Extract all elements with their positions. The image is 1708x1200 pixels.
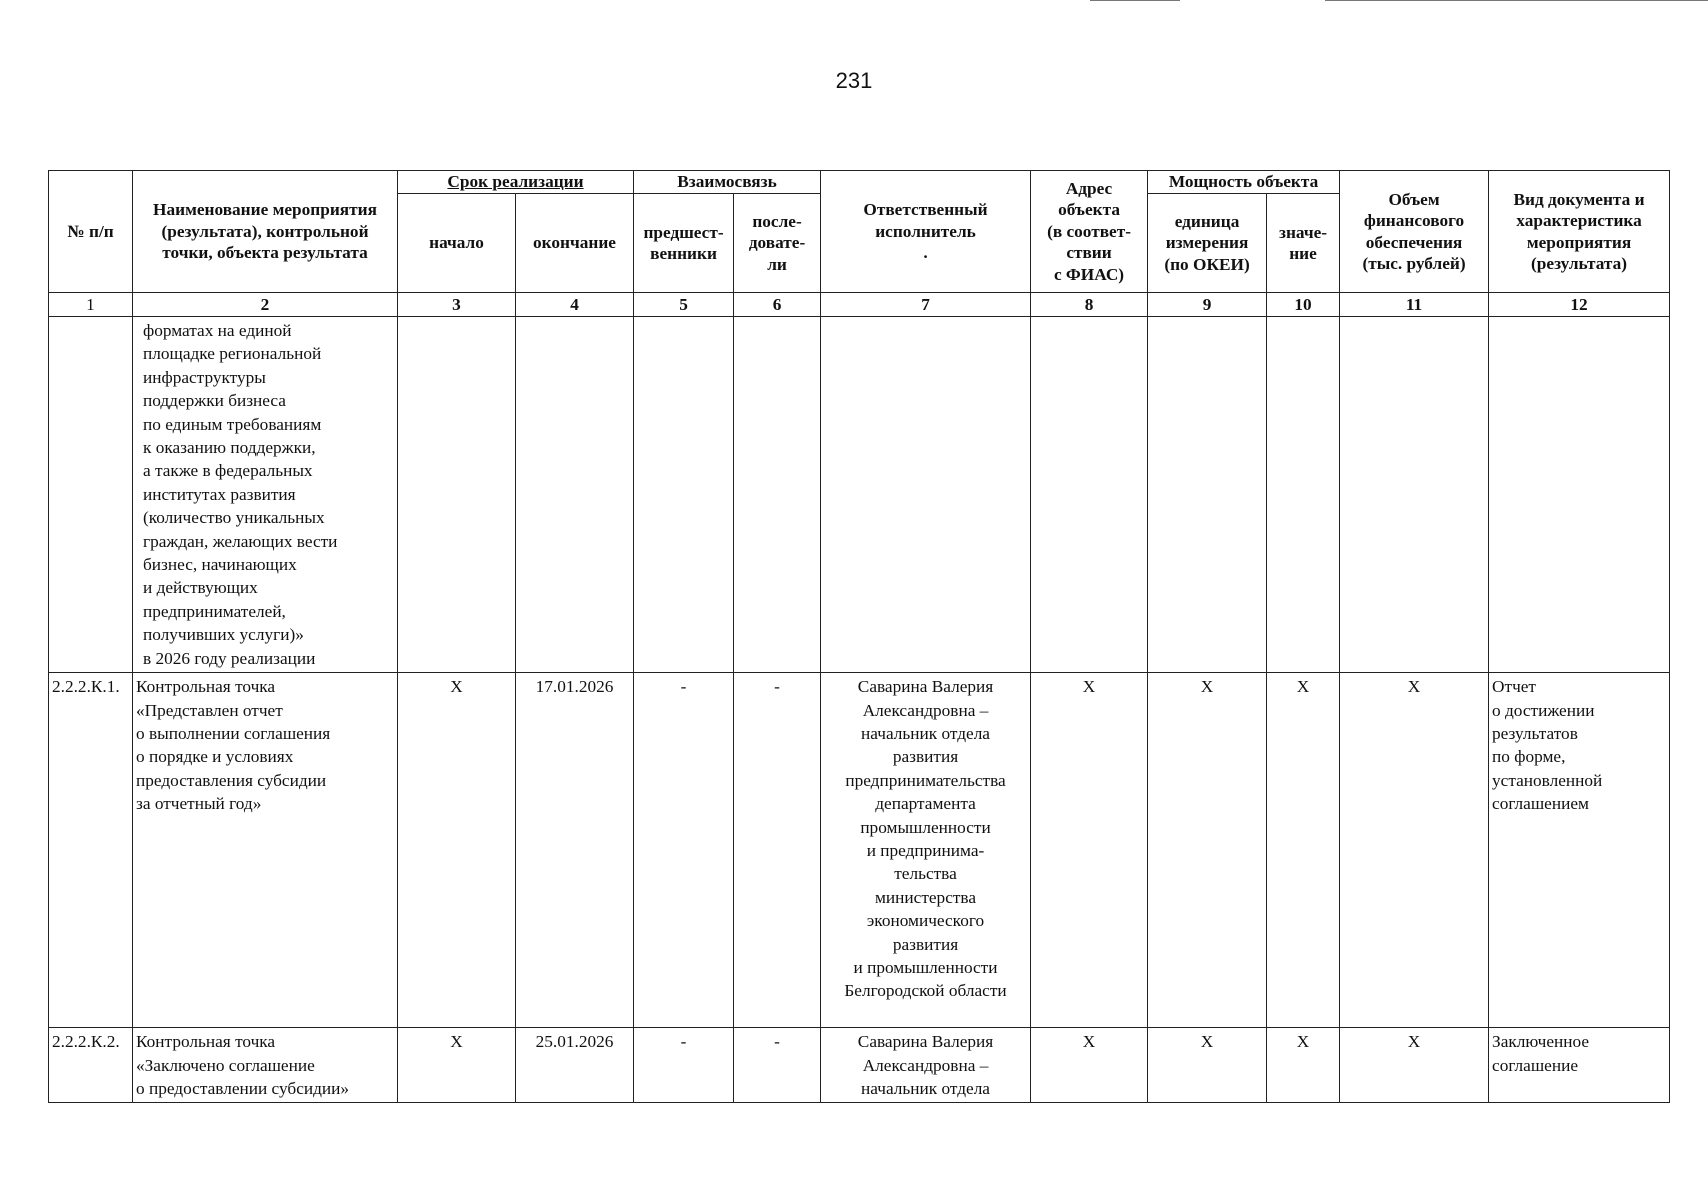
cell-name: Контрольная точка «Заключено соглашение о предоставлении субсидии» <box>133 1028 398 1103</box>
cell-number: 2.2.2.К.1. <box>49 673 133 1028</box>
table-row <box>49 1028 1670 1103</box>
cell-start: X <box>398 673 516 1028</box>
cell-finance: X <box>1340 1028 1489 1103</box>
cell-start: X <box>398 1028 516 1103</box>
header-responsible: Ответственный исполнитель . <box>821 171 1031 293</box>
header-doc-type: Вид документа и характеристика мероприятия (результата) <box>1489 171 1670 293</box>
column-number: 5 <box>634 293 734 317</box>
cell-prev <box>634 317 734 673</box>
cell-next <box>734 317 821 673</box>
column-number: 7 <box>821 293 1031 317</box>
header-term-start: начало <box>398 194 516 293</box>
cell-name: Контрольная точка «Представлен отчет о выполнении соглашения о порядке и условиях предоставления субсидии за отчетный год» <box>133 673 398 1028</box>
cell-finance: X <box>1340 673 1489 1028</box>
plan-table <box>48 170 1670 1103</box>
header-link-next: после- довате- ли <box>734 194 821 293</box>
cell-finance <box>1340 317 1489 673</box>
cell-value: X <box>1267 1028 1340 1103</box>
page-number: 231 <box>835 68 873 93</box>
cell-responsible: Саварина Валерия Александровна – начальник отдела развития предпринимательства департамента промышленности и предпринима- тельства министерства экономического развития и промышленности Белгородской области <box>821 673 1031 1028</box>
header-unit: единица измерения (по ОКЕИ) <box>1148 194 1267 293</box>
header-link-group: Взаимосвязь <box>634 171 821 194</box>
cell-address: X <box>1031 1028 1148 1103</box>
cell-unit: X <box>1148 673 1267 1028</box>
cell-start <box>398 317 516 673</box>
cell-unit <box>1148 317 1267 673</box>
cell-end: 17.01.2026 <box>516 673 634 1028</box>
header-address: Адрес объекта (в соответ- ствии с ФИАС) <box>1031 171 1148 293</box>
header-name: Наименование мероприятия (результата), контрольной точки, объекта результата <box>133 171 398 293</box>
header-number: № п/п <box>49 171 133 293</box>
cell-number <box>49 317 133 673</box>
header-link-prev: предшест- венники <box>634 194 734 293</box>
cell-end <box>516 317 634 673</box>
cell-prev: - <box>634 673 734 1028</box>
header-finance: Объем финансового обеспечения (тыс. рублей) <box>1340 171 1489 293</box>
column-number: 3 <box>398 293 516 317</box>
cell-name: форматах на единой площадке региональной инфраструктуры поддержки бизнеса по единым требованиям к оказанию поддержки, а также в федеральных институтах развития (количество уникальных граждан, желающих вести бизнес, начинающих и действующих предпринимателей, получивших услуги)» в 2026 году реализации <box>133 317 398 673</box>
column-number: 4 <box>516 293 634 317</box>
cell-doc: Отчет о достижении результатов по форме, установленной соглашением <box>1489 673 1670 1028</box>
cell-value <box>1267 317 1340 673</box>
column-number-row <box>49 293 1670 317</box>
header-term-end: окончание <box>516 194 634 293</box>
cell-next: - <box>734 673 821 1028</box>
header-capacity-group: Мощность объекта <box>1148 171 1340 194</box>
column-number: 1 <box>49 293 133 317</box>
cell-end: 25.01.2026 <box>516 1028 634 1103</box>
table-row <box>49 317 1670 673</box>
cell-value: X <box>1267 673 1340 1028</box>
top-border-line <box>1090 0 1180 1</box>
table-row <box>49 673 1670 1028</box>
cell-address <box>1031 317 1148 673</box>
cell-unit: X <box>1148 1028 1267 1103</box>
column-number: 2 <box>133 293 398 317</box>
cell-doc: Заключенное соглашение <box>1489 1028 1670 1103</box>
column-number: 9 <box>1148 293 1267 317</box>
cell-prev: - <box>634 1028 734 1103</box>
column-number: 12 <box>1489 293 1670 317</box>
column-number: 11 <box>1340 293 1489 317</box>
header-term-group: Срок реализации <box>398 171 634 194</box>
header-value: значе- ние <box>1267 194 1340 293</box>
cell-next: - <box>734 1028 821 1103</box>
cell-doc <box>1489 317 1670 673</box>
top-border-line <box>1325 0 1708 1</box>
column-number: 10 <box>1267 293 1340 317</box>
column-number: 8 <box>1031 293 1148 317</box>
cell-responsible: Саварина Валерия Александровна – начальник отдела <box>821 1028 1031 1103</box>
cell-number: 2.2.2.К.2. <box>49 1028 133 1103</box>
cell-responsible <box>821 317 1031 673</box>
column-number: 6 <box>734 293 821 317</box>
cell-address: X <box>1031 673 1148 1028</box>
